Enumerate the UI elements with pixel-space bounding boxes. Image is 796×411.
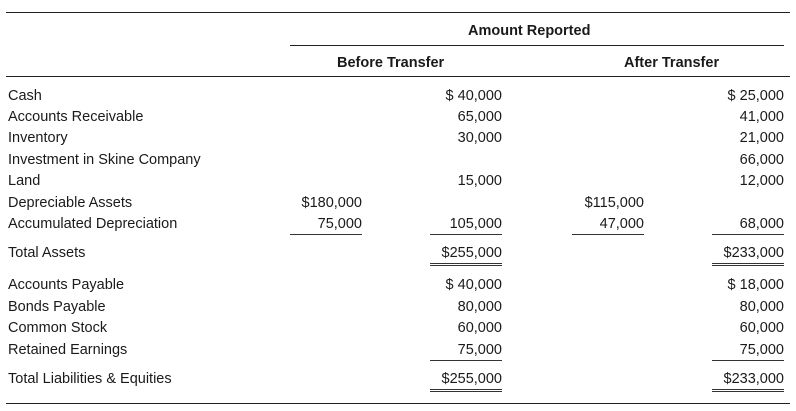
before-transfer-header: Before Transfer bbox=[337, 55, 445, 71]
after-value: 68,000 bbox=[712, 215, 784, 235]
after-value: 66,000 bbox=[739, 152, 784, 168]
row-label: Cash bbox=[8, 88, 42, 104]
after-value: $ 18,000 bbox=[727, 277, 784, 293]
after-value: 12,000 bbox=[739, 173, 784, 189]
row-label: Total Assets bbox=[8, 245, 86, 261]
row-label: Common Stock bbox=[8, 320, 108, 336]
row-label: Accounts Receivable bbox=[8, 109, 144, 125]
before-value: 65,000 bbox=[457, 109, 502, 125]
after-subtotal: 47,000 bbox=[572, 215, 644, 235]
before-subtotal: 75,000 bbox=[290, 215, 362, 235]
before-value: $ 40,000 bbox=[445, 88, 502, 104]
top-rule bbox=[6, 12, 790, 13]
after-value: 60,000 bbox=[739, 320, 784, 336]
before-total: $255,000 bbox=[430, 244, 502, 266]
after-total: $233,000 bbox=[712, 244, 784, 266]
amount-reported-rule bbox=[290, 45, 784, 46]
before-total: $255,000 bbox=[430, 370, 502, 392]
before-value: 105,000 bbox=[430, 215, 502, 235]
row-label: Accounts Payable bbox=[8, 277, 125, 293]
after-total: $233,000 bbox=[712, 370, 784, 392]
before-subtotal: $180,000 bbox=[301, 195, 362, 211]
before-value: 60,000 bbox=[457, 320, 502, 336]
after-value: 21,000 bbox=[739, 130, 784, 146]
before-value: 75,000 bbox=[430, 341, 502, 361]
row-label: Bonds Payable bbox=[8, 299, 106, 315]
bottom-rule bbox=[6, 403, 790, 404]
before-value: 15,000 bbox=[457, 173, 502, 189]
after-value: 41,000 bbox=[739, 109, 784, 125]
after-subtotal: $115,000 bbox=[584, 195, 644, 211]
row-label: Retained Earnings bbox=[8, 342, 128, 358]
row-label: Accumulated Depreciation bbox=[8, 216, 178, 232]
column-header-rule bbox=[6, 76, 790, 77]
after-value: 80,000 bbox=[739, 299, 784, 315]
row-label: Land bbox=[8, 173, 41, 189]
row-label: Depreciable Assets bbox=[8, 195, 133, 211]
before-value: $ 40,000 bbox=[445, 277, 502, 293]
after-value: 75,000 bbox=[712, 341, 784, 361]
before-value: 80,000 bbox=[457, 299, 502, 315]
row-label: Total Liabilities & Equities bbox=[8, 371, 172, 387]
row-label: Investment in Skine Company bbox=[8, 152, 201, 168]
before-value: 30,000 bbox=[457, 130, 502, 146]
row-label: Inventory bbox=[8, 130, 68, 146]
amount-reported-header: Amount Reported bbox=[468, 23, 591, 39]
after-transfer-header: After Transfer bbox=[624, 55, 720, 71]
after-value: $ 25,000 bbox=[727, 88, 784, 104]
